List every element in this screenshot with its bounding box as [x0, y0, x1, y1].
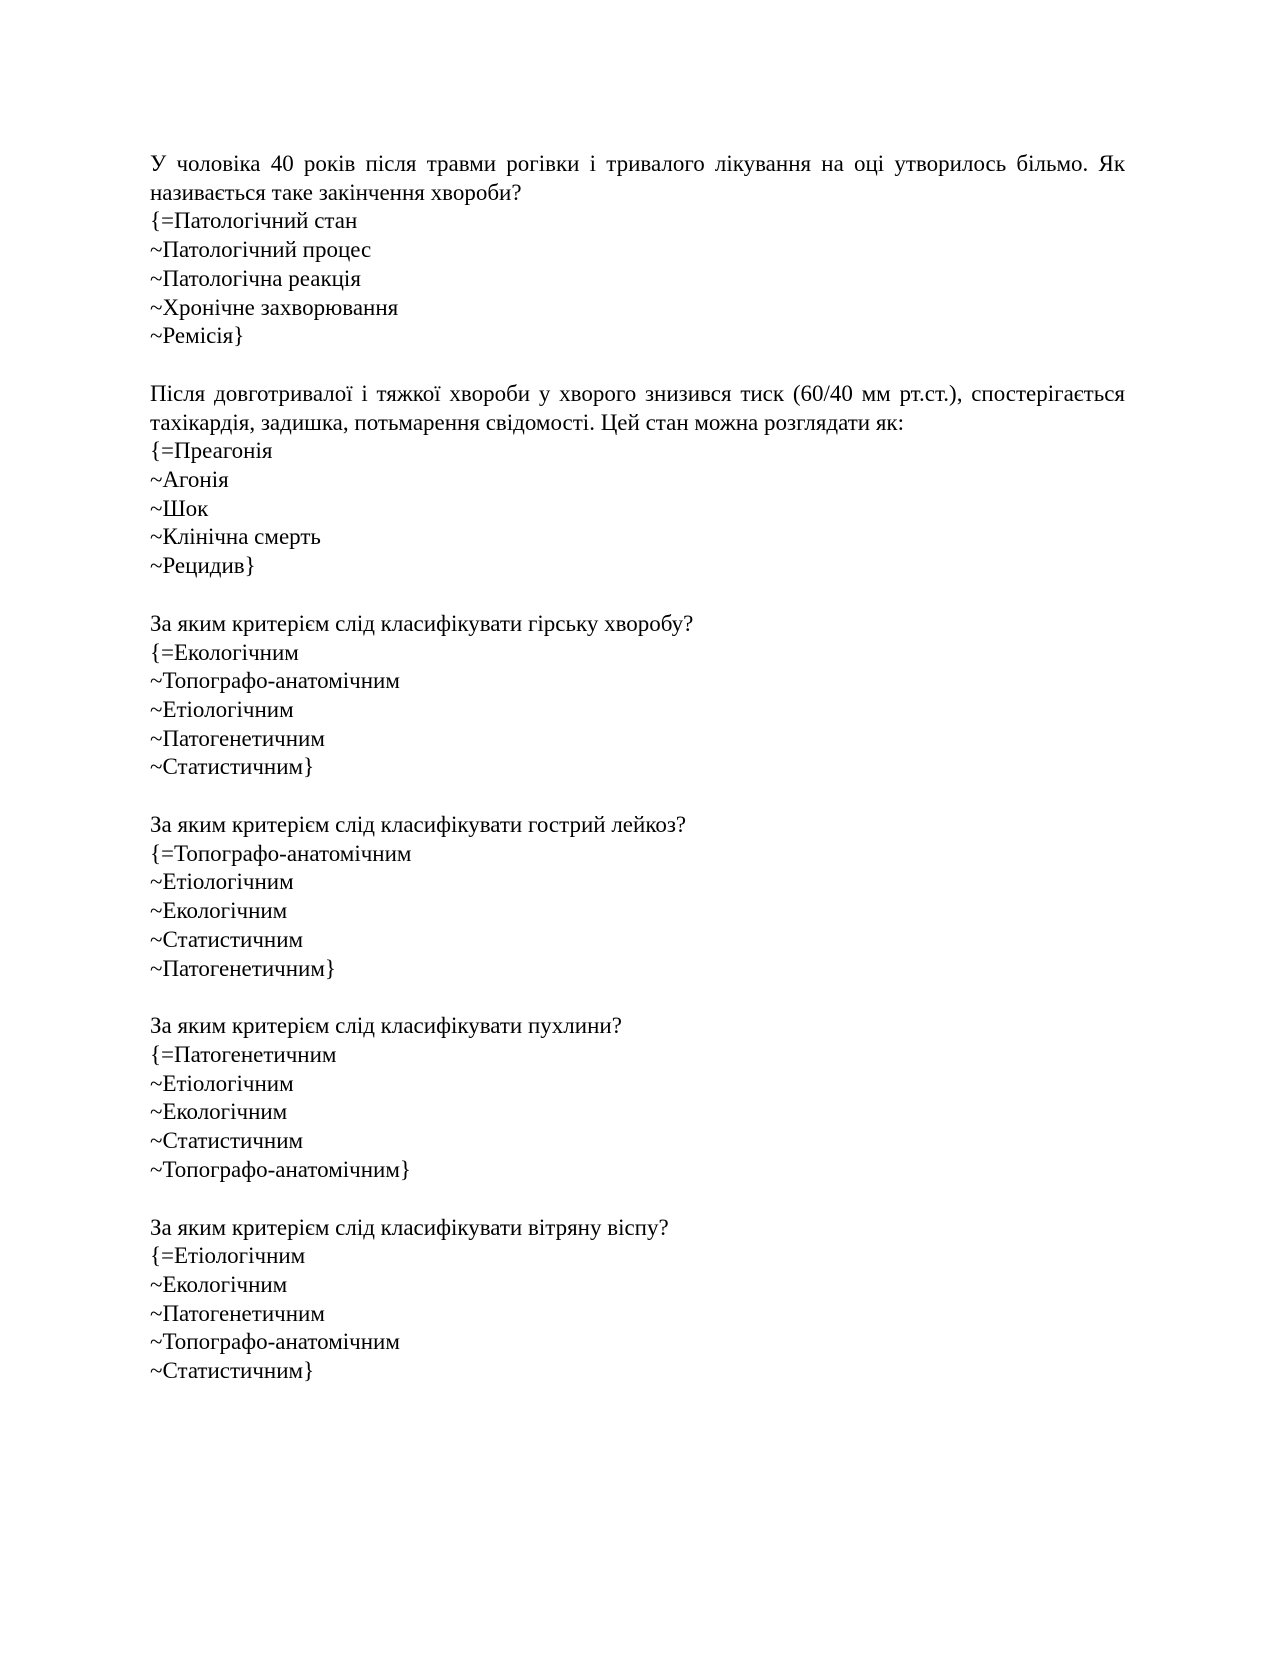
question-block-2 — [150, 380, 1125, 581]
answer-option: ~Статистичним — [150, 926, 304, 952]
answer-option-correct: {=Патогенетичним — [150, 1041, 337, 1067]
answer-option-correct: {=Екологічним — [150, 639, 299, 665]
answer-option: ~Патогенетичним} — [150, 955, 336, 981]
question-block-1 — [150, 150, 1125, 351]
answer-option-correct: {=Патологічний стан — [150, 208, 358, 234]
answer-option: ~Патологічна реакція — [150, 265, 361, 291]
question-text: За яким критерієм слід класифікувати гірську хворобу? — [150, 610, 694, 636]
answer-option-correct: {=Топографо-анатомічним — [150, 840, 412, 866]
answer-option: ~Агонія — [150, 467, 229, 493]
question-text: За яким критерієм слід класифікувати пухлини? — [150, 1013, 622, 1039]
answer-option: ~Клінічна смерть — [150, 524, 321, 550]
question-block-6 — [150, 1214, 1125, 1386]
answer-option: ~Статистичним} — [150, 754, 315, 780]
answer-option: ~Шок — [150, 495, 209, 521]
answer-option: ~Екологічним — [150, 1271, 288, 1297]
question-text: У чоловіка 40 років після травми рогівки і тривалого лікування на оці утворилось більмо. Як називається таке закінчення хвороби? — [150, 151, 1125, 205]
answer-option: ~Статистичним} — [150, 1358, 315, 1384]
answer-option: ~Рецидив} — [150, 553, 256, 579]
answer-option: ~Ремісія} — [150, 323, 245, 349]
question-block-4 — [150, 811, 1125, 983]
answer-option: ~Патогенетичним — [150, 725, 325, 751]
question-block-3 — [150, 610, 1125, 782]
answer-option: ~Етіологічним — [150, 696, 294, 722]
answer-option: ~Топографо-анатомічним — [150, 668, 400, 694]
question-text: За яким критерієм слід класифікувати гострий лейкоз? — [150, 812, 687, 838]
answer-option: ~Етіологічним — [150, 869, 294, 895]
question-text: За яким критерієм слід класифікувати вітряну віспу? — [150, 1214, 669, 1240]
answer-option: ~Хронічне захворювання — [150, 294, 399, 320]
question-block-5 — [150, 1012, 1125, 1184]
question-text: Після довготривалої і тяжкої хвороби у хворого знизився тиск (60/40 мм рт.ст.), спостерігається тахікардія, задишка, потьмарення свідомості. Цей стан можна розглядати як: — [150, 380, 1125, 435]
answer-option: ~Патологічний процес — [150, 237, 372, 263]
answer-option: ~Екологічним — [150, 1099, 288, 1125]
answer-option-correct: {=Преагонія — [150, 438, 273, 464]
answer-option: ~Статистичним — [150, 1128, 304, 1154]
document-page — [150, 150, 1125, 1415]
answer-option: ~Топографо-анатомічним} — [150, 1156, 411, 1182]
answer-option: ~Етіологічним — [150, 1070, 294, 1096]
answer-option: ~Топографо-анатомічним — [150, 1329, 400, 1355]
answer-option: ~Патогенетичним — [150, 1300, 325, 1326]
answer-option-correct: {=Етіологічним — [150, 1243, 306, 1269]
answer-option: ~Екологічним — [150, 898, 288, 924]
